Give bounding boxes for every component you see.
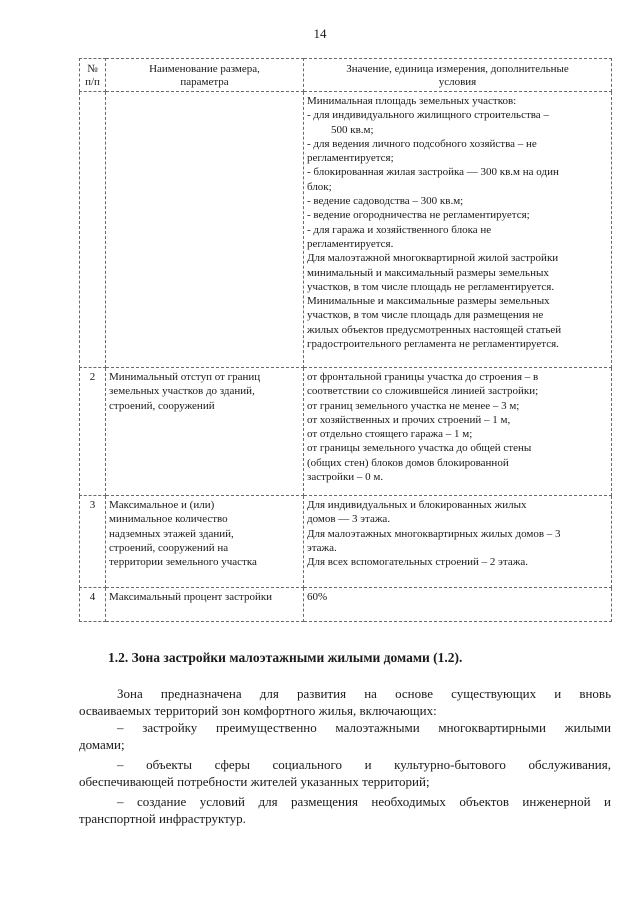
header-parameter-line: параметра bbox=[180, 76, 229, 88]
value-line: градостроительного регламента не регламентируется. bbox=[307, 338, 559, 351]
parameter-line: строений, сооружений bbox=[109, 399, 215, 412]
value-line: регламентируется. bbox=[307, 237, 394, 250]
value-line: жилых объектов предусмотренных настоящей статьей bbox=[307, 323, 562, 336]
value-line: 500 кв.м; bbox=[331, 123, 374, 136]
value-line: участков, в том числе площадь для размещения не bbox=[307, 309, 544, 322]
section-paragraph-line: транспортной инфраструктур. bbox=[79, 811, 246, 826]
row-parameter bbox=[106, 496, 304, 588]
value-line: Для малоэтажных многоквартирных жилых домов – 3 bbox=[307, 527, 561, 540]
value-line: блок; bbox=[307, 180, 332, 193]
value-line: Для малоэтажной многоквартирной жилой застройки bbox=[307, 252, 559, 265]
table-row bbox=[80, 496, 612, 588]
value-line: регламентируется; bbox=[307, 152, 394, 165]
value-line: от границ земельного участка не менее – 3 м; bbox=[307, 399, 520, 412]
header-number bbox=[80, 59, 106, 92]
value-line: - блокированная жилая застройка — 300 кв.м на один bbox=[307, 166, 559, 179]
header-parameter-line: Наименование размера, bbox=[149, 63, 260, 75]
value-line: - ведение огородничества не регламентируется; bbox=[307, 209, 530, 222]
header-number-line: № bbox=[87, 63, 98, 75]
parameter-line: строений, сооружений на bbox=[109, 541, 229, 554]
parameter-line: Максимальное и (или) bbox=[109, 499, 215, 511]
header-parameter bbox=[106, 59, 304, 92]
row-number bbox=[80, 92, 106, 368]
parameter-line: земельных участков до зданий, bbox=[109, 385, 255, 398]
value-line: минимальный и максимальный размеры земельных bbox=[307, 266, 549, 279]
value-line: - для ведения личного подсобного хозяйства – не bbox=[307, 137, 537, 150]
value-line: - для индивидуального жилищного строительства – bbox=[307, 109, 549, 122]
value-line: этажа. bbox=[307, 541, 337, 554]
value-line: Для всех вспомогательных строений – 2 этажа. bbox=[307, 556, 528, 569]
row-parameter bbox=[106, 588, 304, 622]
section-paragraph-line: обеспечивающей потребности жителей указанных территорий; bbox=[79, 774, 430, 789]
value-line: (общих стен) блоков домов блокированной bbox=[307, 456, 509, 469]
section-paragraph-line: – объекты сферы социального и культурно-бытового обслуживания, bbox=[117, 757, 611, 772]
row-parameter bbox=[106, 92, 304, 368]
page-number: 14 bbox=[313, 26, 327, 41]
value-line: участков, в том числе площадь не регламентируется. bbox=[307, 280, 555, 293]
table-row bbox=[80, 588, 612, 622]
value-line: Для индивидуальных и блокированных жилых bbox=[307, 499, 527, 511]
row-value bbox=[304, 588, 612, 622]
section-heading: 1.2. Зона застройки малоэтажными жилыми домами (1.2). bbox=[108, 650, 463, 665]
section-paragraph-line: Зона предназначена для развития на основе существующих и вновь bbox=[117, 686, 611, 701]
value-line: Минимальные и максимальные размеры земельных bbox=[307, 295, 550, 308]
header-value-line: условия bbox=[438, 76, 477, 88]
header-value bbox=[304, 59, 612, 92]
value-line: 60% bbox=[307, 591, 328, 603]
section-paragraph-line: домами; bbox=[79, 737, 125, 752]
table-row bbox=[80, 92, 612, 368]
value-line: - для гаража и хозяйственного блока не bbox=[307, 223, 492, 236]
row-number: 4 bbox=[80, 588, 106, 622]
parameter-line: минимальное количество bbox=[109, 513, 228, 526]
value-line: застройки – 0 м. bbox=[307, 471, 384, 484]
section-paragraph-line: осваиваемых территорий зон комфортного жилья, включающих: bbox=[79, 703, 437, 718]
row-value bbox=[304, 92, 612, 368]
table-header-row bbox=[80, 59, 612, 92]
value-line: домов — 3 этажа. bbox=[307, 513, 391, 526]
parameter-line: Минимальный отступ от границ bbox=[109, 371, 261, 383]
value-line: от отдельно стоящего гаража – 1 м; bbox=[307, 428, 473, 441]
header-number-line: п/п bbox=[85, 76, 100, 88]
parameter-line: территории земельного участка bbox=[109, 556, 257, 569]
row-parameter bbox=[106, 368, 304, 496]
value-line: от фронтальной границы участка до строения – в bbox=[307, 371, 539, 383]
section-paragraph-line: – застройку преимущественно малоэтажными многоквартирными жилыми bbox=[117, 720, 611, 735]
row-value bbox=[304, 368, 612, 496]
value-line: - ведение садоводства – 300 кв.м; bbox=[307, 195, 464, 208]
regulations-table bbox=[79, 58, 612, 622]
value-line: Минимальная площадь земельных участков: bbox=[307, 95, 517, 107]
parameter-line: Максимальный процент застройки bbox=[109, 591, 273, 603]
parameter-line: надземных этажей зданий, bbox=[109, 527, 234, 540]
section-paragraph-line: – создание условий для размещения необходимых объектов инженерной и bbox=[117, 794, 611, 809]
row-value bbox=[304, 496, 612, 588]
table-row bbox=[80, 368, 612, 496]
header-value-line: Значение, единица измерения, дополнительные bbox=[346, 63, 569, 75]
row-number: 3 bbox=[80, 496, 106, 588]
value-line: соответствии со сложившейся линией застройки; bbox=[307, 385, 539, 398]
row-number: 2 bbox=[80, 368, 106, 496]
value-line: от хозяйственных и прочих строений – 1 м, bbox=[307, 413, 511, 426]
value-line: от границы земельного участка до общей стены bbox=[307, 442, 532, 455]
